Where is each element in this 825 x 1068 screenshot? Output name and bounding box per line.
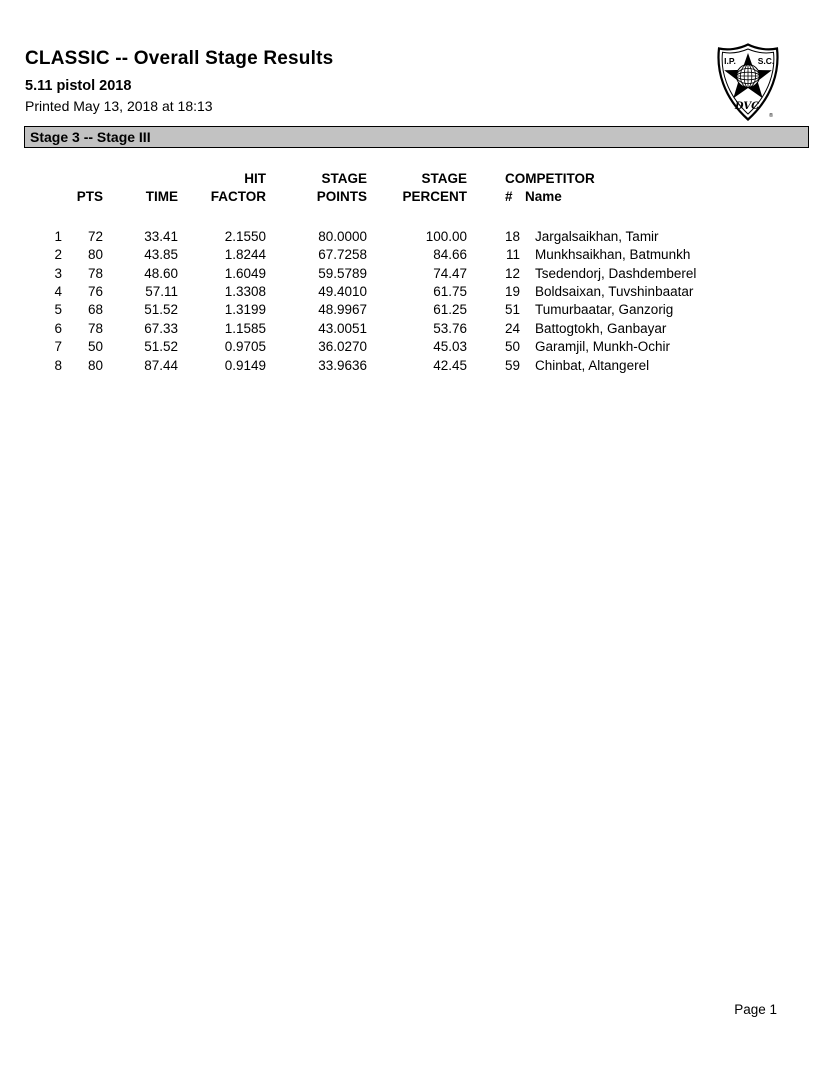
cell-hit-factor: 0.9705 bbox=[224, 339, 266, 355]
cell-pts: 78 bbox=[87, 320, 103, 336]
header-spacer bbox=[25, 207, 805, 228]
table-row bbox=[25, 357, 805, 375]
cell-competitor-number: 12 bbox=[504, 265, 520, 281]
cell-competitor-name: Boldsaixan, Tuvshinbaatar bbox=[535, 284, 694, 300]
cell-stage-points: 67.7258 bbox=[318, 247, 367, 263]
page-number: Page 1 bbox=[734, 1002, 777, 1017]
cell-time: 51.52 bbox=[144, 339, 178, 355]
col-header-number: # bbox=[505, 189, 513, 205]
cell-competitor-name: Battogtokh, Ganbayar bbox=[535, 320, 667, 336]
cell-time: 43.85 bbox=[144, 247, 178, 263]
cell-rank: 2 bbox=[54, 247, 62, 263]
col-header-points: POINTS bbox=[316, 189, 367, 205]
cell-competitor-number: 11 bbox=[505, 247, 520, 263]
cell-competitor-name: Chinbat, Altangerel bbox=[535, 357, 650, 373]
cell-time: 57.11 bbox=[145, 284, 178, 300]
cell-competitor-name: Tsedendorj, Dashdemberel bbox=[535, 265, 697, 281]
cell-stage-percent: 100.00 bbox=[425, 228, 467, 244]
cell-stage-points: 43.0051 bbox=[318, 320, 367, 336]
cell-competitor-number: 19 bbox=[504, 284, 520, 300]
cell-hit-factor: 1.3199 bbox=[224, 302, 266, 318]
table-row bbox=[25, 228, 805, 246]
cell-rank: 8 bbox=[54, 357, 62, 373]
cell-hit-factor: 1.8244 bbox=[224, 247, 266, 263]
logo-text-ip: I.P. bbox=[724, 56, 736, 66]
cell-competitor-number: 18 bbox=[504, 228, 520, 244]
cell-stage-percent: 61.75 bbox=[433, 284, 467, 300]
cell-competitor-name: Munkhsaikhan, Batmunkh bbox=[535, 247, 691, 263]
header-row-2 bbox=[25, 188, 805, 206]
printed-timestamp: Printed May 13, 2018 at 18:13 bbox=[25, 98, 213, 114]
cell-pts: 50 bbox=[87, 339, 103, 355]
cell-pts: 76 bbox=[87, 284, 103, 300]
cell-rank: 1 bbox=[54, 228, 62, 244]
cell-competitor-number: 24 bbox=[504, 320, 520, 336]
document-header bbox=[25, 48, 333, 114]
cell-time: 48.60 bbox=[144, 265, 178, 281]
cell-stage-percent: 53.76 bbox=[433, 320, 467, 336]
logo-text-sc: S.C. bbox=[757, 56, 775, 66]
cell-rank: 3 bbox=[54, 265, 62, 281]
cell-rank: 5 bbox=[54, 302, 62, 318]
cell-stage-points: 80.0000 bbox=[318, 228, 367, 244]
globe-icon bbox=[737, 65, 760, 88]
col-header-name: Name bbox=[525, 189, 562, 205]
logo-motto-dvc: DVC bbox=[734, 101, 760, 112]
cell-time: 87.44 bbox=[144, 357, 178, 373]
cell-stage-points: 36.0270 bbox=[318, 339, 367, 355]
col-header-factor: FACTOR bbox=[210, 189, 266, 205]
cell-stage-percent: 45.03 bbox=[433, 339, 467, 355]
cell-competitor-number: 51 bbox=[504, 302, 520, 318]
cell-stage-points: 49.4010 bbox=[318, 284, 367, 300]
header-row-1 bbox=[25, 170, 805, 188]
cell-hit-factor: 2.1550 bbox=[224, 228, 266, 244]
cell-time: 51.52 bbox=[144, 302, 178, 318]
cell-competitor-number: 50 bbox=[504, 339, 520, 355]
cell-competitor-name: Tumurbaatar, Ganzorig bbox=[535, 302, 674, 318]
cell-stage-points: 33.9636 bbox=[318, 357, 367, 373]
table-row bbox=[25, 246, 805, 264]
cell-pts: 80 bbox=[87, 247, 103, 263]
cell-stage-percent: 61.25 bbox=[433, 302, 467, 318]
cell-hit-factor: 1.6049 bbox=[224, 265, 266, 281]
cell-stage-percent: 84.66 bbox=[433, 247, 467, 263]
cell-competitor-name: Garamjil, Munkh-Ochir bbox=[535, 339, 671, 355]
table-row bbox=[25, 301, 805, 319]
cell-time: 33.41 bbox=[144, 228, 178, 244]
cell-competitor-name: Jargalsaikhan, Tamir bbox=[535, 228, 659, 244]
col-header-pts: PTS bbox=[76, 189, 103, 205]
cell-stage-percent: 74.47 bbox=[433, 265, 467, 281]
cell-stage-points: 48.9967 bbox=[318, 302, 367, 318]
ipsc-logo bbox=[716, 43, 780, 121]
stage-header-label: Stage 3 -- Stage III bbox=[30, 129, 151, 145]
col-header-stage-percent-1: STAGE bbox=[421, 171, 467, 186]
cell-stage-points: 59.5789 bbox=[318, 265, 367, 281]
col-header-percent: PERCENT bbox=[402, 189, 467, 205]
cell-competitor-number: 59 bbox=[504, 357, 520, 373]
ipsc-shield-icon bbox=[716, 43, 780, 121]
cell-hit-factor: 1.1585 bbox=[224, 320, 266, 336]
stage-header-bar bbox=[24, 126, 809, 148]
cell-pts: 80 bbox=[87, 357, 103, 373]
cell-stage-percent: 42.45 bbox=[433, 357, 467, 373]
page-title: CLASSIC -- Overall Stage Results bbox=[25, 48, 334, 69]
table-row bbox=[25, 283, 805, 301]
cell-rank: 4 bbox=[54, 284, 62, 300]
registered-mark: ® bbox=[768, 113, 774, 119]
match-title: 5.11 pistol 2018 bbox=[25, 78, 132, 94]
cell-rank: 6 bbox=[54, 320, 62, 336]
results-table bbox=[25, 170, 805, 375]
cell-hit-factor: 1.3308 bbox=[224, 284, 266, 300]
cell-pts: 78 bbox=[87, 265, 103, 281]
table-row bbox=[25, 338, 805, 356]
col-header-hit: HIT bbox=[244, 171, 266, 186]
cell-rank: 7 bbox=[54, 339, 62, 355]
col-header-time: TIME bbox=[145, 189, 178, 205]
table-row bbox=[25, 265, 805, 283]
cell-pts: 68 bbox=[87, 302, 103, 318]
cell-pts: 72 bbox=[87, 228, 103, 244]
table-row bbox=[25, 320, 805, 338]
cell-hit-factor: 0.9149 bbox=[224, 357, 266, 373]
col-header-competitor: COMPETITOR bbox=[505, 171, 595, 186]
col-header-stage-points-1: STAGE bbox=[321, 171, 367, 186]
cell-time: 67.33 bbox=[144, 320, 178, 336]
